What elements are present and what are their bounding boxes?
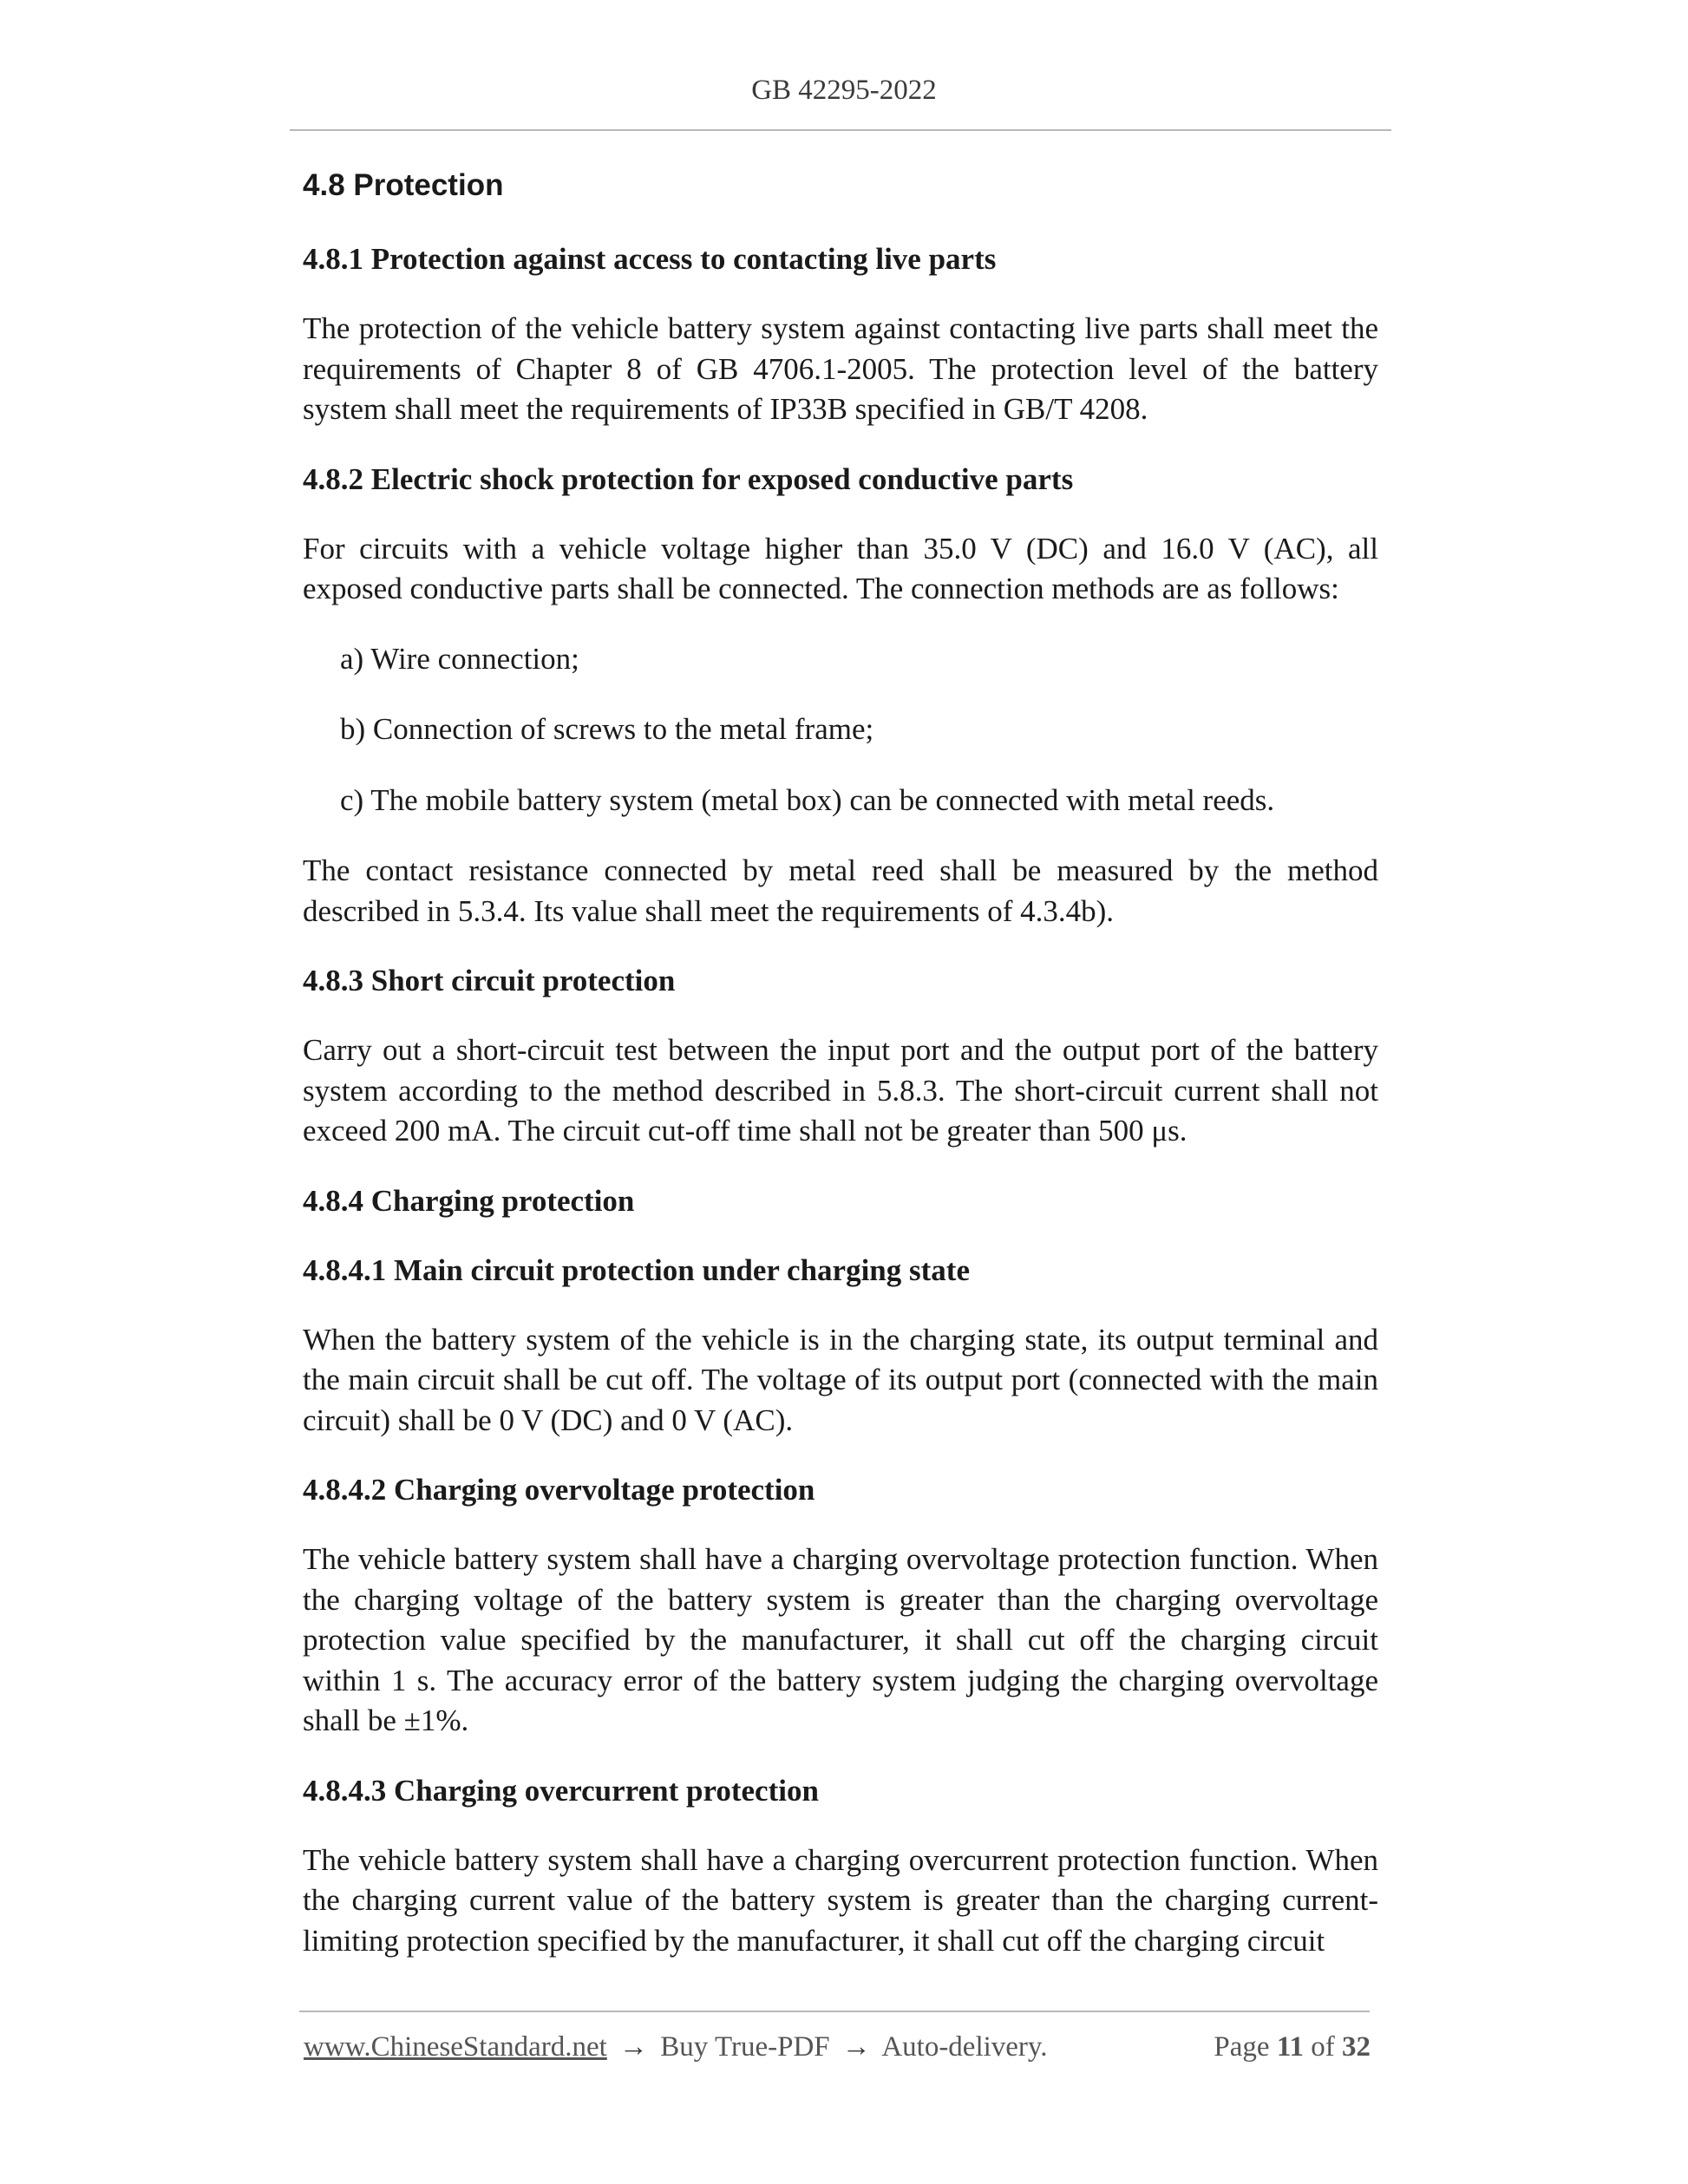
paragraph-4-8-1: The protection of the vehicle battery system against contacting live parts shall meet the requirements of Chapter 8 of GB 4706.1-2005. The protection level of the battery system shall meet the requirements of IP33B specified in GB/T 4208. [303, 311, 1378, 426]
buy-pdf-text: Buy True-PDF [660, 2031, 830, 2063]
paragraph-4-8-3: Carry out a short-circuit test between the input port and the output port of the battery system according to the method described in 5.8.3. The short-circuit current shall not exceed 200 mA. The circuit cut-off time shall not be greater than 500 μs. [303, 1033, 1378, 1148]
arrow-right-icon: → [619, 2031, 649, 2063]
page-label: Page [1214, 2031, 1270, 2063]
total-page-number: 32 [1342, 2031, 1371, 2063]
section-heading-4-8-4-1: 4.8.4.1 Main circuit protection under charging state [303, 1252, 970, 1287]
section-heading-4-8-2: 4.8.2 Electric shock protection for exposed conductive parts [303, 461, 1074, 496]
list-item: c) The mobile battery system (metal box) can be connected with metal reeds. [340, 782, 1275, 817]
paragraph-4-8-2-reed: The contact resistance connected by metal reed shall be measured by the method described in 5.3.4. Its value shall meet the requirements of 4.3.4b). [303, 853, 1378, 928]
section-heading-4-8-1: 4.8.1 Protection against access to contacting live parts [303, 242, 997, 276]
section-heading-4-8-4-3: 4.8.4.3 Charging overcurrent protection [303, 1773, 819, 1808]
page-number-indicator [1214, 2031, 1371, 2063]
list-item: a) Wire connection; [340, 641, 579, 676]
current-page-number: 11 [1276, 2031, 1304, 2063]
of-label: of [1311, 2031, 1335, 2063]
section-heading-4-8: 4.8 Protection [303, 168, 504, 202]
document-body [303, 165, 1378, 1991]
section-heading-4-8-3: 4.8.3 Short circuit protection [303, 964, 676, 997]
arrow-right-icon: → [841, 2031, 871, 2063]
website-link[interactable]: www.ChineseStandard.net [304, 2031, 607, 2063]
section-heading-4-8-4: 4.8.4 Charging protection [303, 1183, 635, 1218]
footer-divider [299, 2011, 1370, 2012]
section-heading-4-8-4-2: 4.8.4.2 Charging overvoltage protection [303, 1473, 815, 1507]
auto-delivery-text: Auto-delivery. [881, 2031, 1048, 2063]
page-footer [304, 2031, 1371, 2063]
header-divider [290, 129, 1391, 131]
document-header-title: GB 42295-2022 [751, 75, 937, 106]
paragraph-4-8-4-2: The vehicle battery system shall have a charging overvoltage protection function. When the charging voltage of the battery system is greater than the charging overvoltage protection value specified by the manufacturer, it shall cut off the charging circuit within 1 s. The accuracy error of the battery system judging the charging overvoltage shall be ±1%. [303, 1542, 1378, 1737]
list-item: b) Connection of screws to the metal frame; [340, 712, 874, 746]
paragraph-4-8-4-1: When the battery system of the vehicle is in the charging state, its output terminal and the main circuit shall be cut off. The voltage of its output port (connected with the main circuit) shall be 0 V (DC) and 0 V (AC). [303, 1322, 1378, 1437]
paragraph-4-8-4-3: The vehicle battery system shall have a charging overcurrent protection function. When the charging current value of the battery system is greater than the charging current-limiting protection specified by the manufacturer, it shall cut off the charging circuit [303, 1842, 1378, 1958]
paragraph-4-8-2-intro: For circuits with a vehicle voltage higher than 35.0 V (DC) and 16.0 V (AC), all exposed conductive parts shall be connected. The connection methods are as follows: [303, 531, 1378, 605]
